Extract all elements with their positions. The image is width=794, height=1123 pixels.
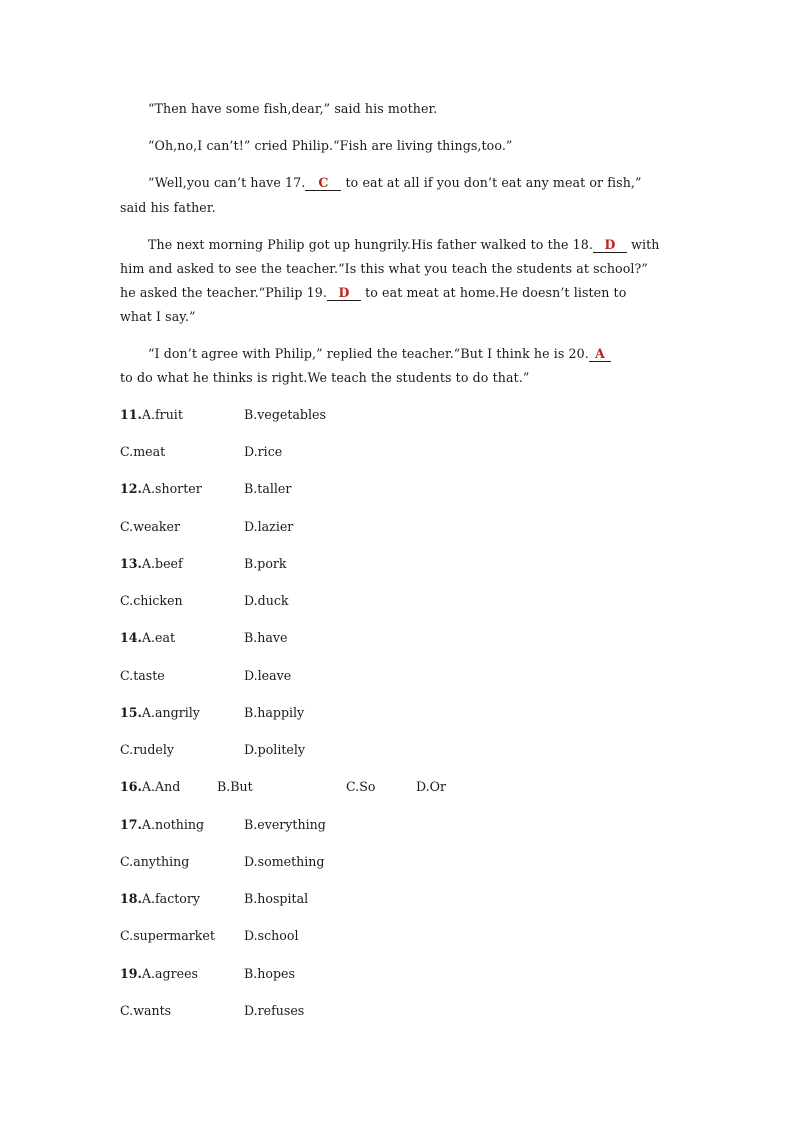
option-text: D.duck: [244, 593, 289, 608]
question-number: 19.: [120, 966, 142, 981]
question-18-option-c: [120, 928, 215, 943]
option-text: C.rudely: [120, 742, 174, 757]
option-text: B.hopes: [244, 966, 295, 981]
question-number: 13.: [120, 556, 142, 571]
answer-letter: A: [594, 346, 605, 361]
option-text: D.school: [244, 928, 299, 943]
option-text: B.everything: [244, 817, 326, 832]
paragraph-text: “I don’t agree with Philip,” replied the teacher.“But I think he is 20.: [148, 346, 589, 361]
question-11-option-b: [244, 407, 326, 422]
answer-letter: D: [338, 285, 350, 300]
question-14-option-a: [120, 630, 175, 645]
question-12-option-a: [120, 481, 202, 496]
paragraph-text: to eat at all if you don’t eat any meat or fish,”: [345, 175, 642, 190]
question-11-option-d: [244, 444, 282, 459]
passage-paragraph-5: [148, 346, 611, 362]
question-15-option-a: [120, 705, 200, 720]
answer-letter: C: [318, 175, 329, 190]
question-11-option-c: [120, 444, 165, 459]
answer-blank-18: [593, 238, 627, 253]
passage-paragraph-2: [148, 138, 512, 153]
paragraph-text: to eat meat at home.He doesn’t listen to: [365, 285, 627, 300]
option-text: C.chicken: [120, 593, 183, 608]
question-13-option-c: [120, 593, 183, 608]
paragraph-text: him and asked to see the teacher.“Is this what you teach the students at school?”: [120, 261, 648, 276]
question-19-option-a: [120, 966, 198, 981]
question-18-option-b: [244, 891, 308, 906]
question-11-option-a: [120, 407, 183, 422]
passage-paragraph-4: [148, 237, 659, 253]
question-number: 15.: [120, 705, 142, 720]
option-text: C.meat: [120, 444, 166, 459]
question-19-option-d: [244, 1003, 304, 1018]
paragraph-text: he asked the teacher.“Philip 19.: [120, 285, 327, 300]
question-number: 17.: [120, 817, 142, 832]
question-13-option-b: [244, 556, 287, 571]
option-text: A.factory: [141, 891, 201, 906]
option-text: C.weaker: [120, 519, 181, 534]
question-14-option-c: [120, 668, 165, 683]
option-text: C.wants: [120, 1003, 172, 1018]
option-text: B.taller: [244, 481, 292, 496]
passage-paragraph-3: [148, 175, 642, 191]
answer-blank-17: [305, 176, 341, 191]
option-text: D.lazier: [244, 519, 294, 534]
option-text: B.But: [217, 779, 253, 794]
question-12-option-b: [244, 481, 291, 496]
paragraph-text: “Then have some fish,dear,” said his mother.: [148, 101, 438, 116]
option-text: D.politely: [244, 742, 306, 757]
passage-paragraph-3-cont: [120, 200, 216, 215]
option-text: A.fruit: [141, 407, 183, 422]
question-14-option-b: [244, 630, 287, 645]
option-text: B.pork: [244, 556, 287, 571]
question-17-option-d: [244, 854, 324, 869]
option-text: B.have: [244, 630, 288, 645]
option-text: C.anything: [120, 854, 190, 869]
question-number: 18.: [120, 891, 142, 906]
paragraph-text: to do what he thinks is right.We teach the students to do that.”: [120, 370, 530, 385]
paragraph-text: said his father.: [120, 200, 216, 215]
question-18-option-d: [244, 928, 298, 943]
option-text: A.And: [141, 779, 181, 794]
question-17-option-b: [244, 817, 326, 832]
answer-blank-19: [327, 286, 361, 301]
question-15-option-d: [244, 742, 305, 757]
option-text: D.rice: [244, 444, 283, 459]
paragraph-text: “Oh,no,I can’t!” cried Philip.“Fish are living things,too.”: [148, 138, 513, 153]
question-12-option-d: [244, 519, 293, 534]
passage-paragraph-1: [148, 101, 437, 116]
option-text: D.leave: [244, 668, 292, 683]
question-number: 11.: [120, 407, 142, 422]
option-text: D.Or: [416, 779, 446, 794]
option-text: B.hospital: [244, 891, 309, 906]
passage-paragraph-4-line-4: [120, 309, 196, 324]
question-14-option-d: [244, 668, 291, 683]
question-19-option-c: [120, 1003, 171, 1018]
question-17-option-a: [120, 817, 204, 832]
question-16-option-b: [217, 779, 253, 794]
option-text: C.So: [346, 779, 376, 794]
question-12-option-c: [120, 519, 180, 534]
question-19-option-b: [244, 966, 295, 981]
question-number: 12.: [120, 481, 142, 496]
paragraph-text: “Well,you can’t have 17.: [148, 175, 306, 190]
option-text: A.agrees: [141, 966, 198, 981]
option-text: D.refuses: [244, 1003, 305, 1018]
passage-paragraph-5-cont: [120, 370, 529, 385]
paragraph-text: what I say.”: [120, 309, 196, 324]
option-text: D.something: [244, 854, 325, 869]
paragraph-text: The next morning Philip got up hungrily.His father walked to the 18.: [148, 237, 593, 252]
question-13-option-d: [244, 593, 289, 608]
option-text: A.shorter: [141, 481, 202, 496]
answer-blank-20: [589, 347, 611, 362]
question-16-option-d: [416, 779, 446, 794]
question-13-option-a: [120, 556, 183, 571]
question-15-option-c: [120, 742, 174, 757]
answer-letter: D: [604, 237, 616, 252]
option-text: B.vegetables: [244, 407, 326, 422]
passage-paragraph-4-line-3: [120, 285, 626, 301]
passage-paragraph-4-line-2: [120, 261, 648, 276]
option-text: A.beef: [141, 556, 183, 571]
question-18-option-a: [120, 891, 200, 906]
option-text: B.happily: [244, 705, 305, 720]
question-number: 16.: [120, 779, 142, 794]
question-17-option-c: [120, 854, 189, 869]
question-number: 14.: [120, 630, 142, 645]
paragraph-text: with: [631, 237, 660, 252]
question-15-option-b: [244, 705, 304, 720]
question-16-option-c: [346, 779, 375, 794]
option-text: A.eat: [141, 630, 176, 645]
option-text: C.taste: [120, 668, 165, 683]
option-text: A.angrily: [141, 705, 200, 720]
question-16-option-a: [120, 779, 180, 794]
option-text: C.supermarket: [120, 928, 215, 943]
option-text: A.nothing: [141, 817, 205, 832]
